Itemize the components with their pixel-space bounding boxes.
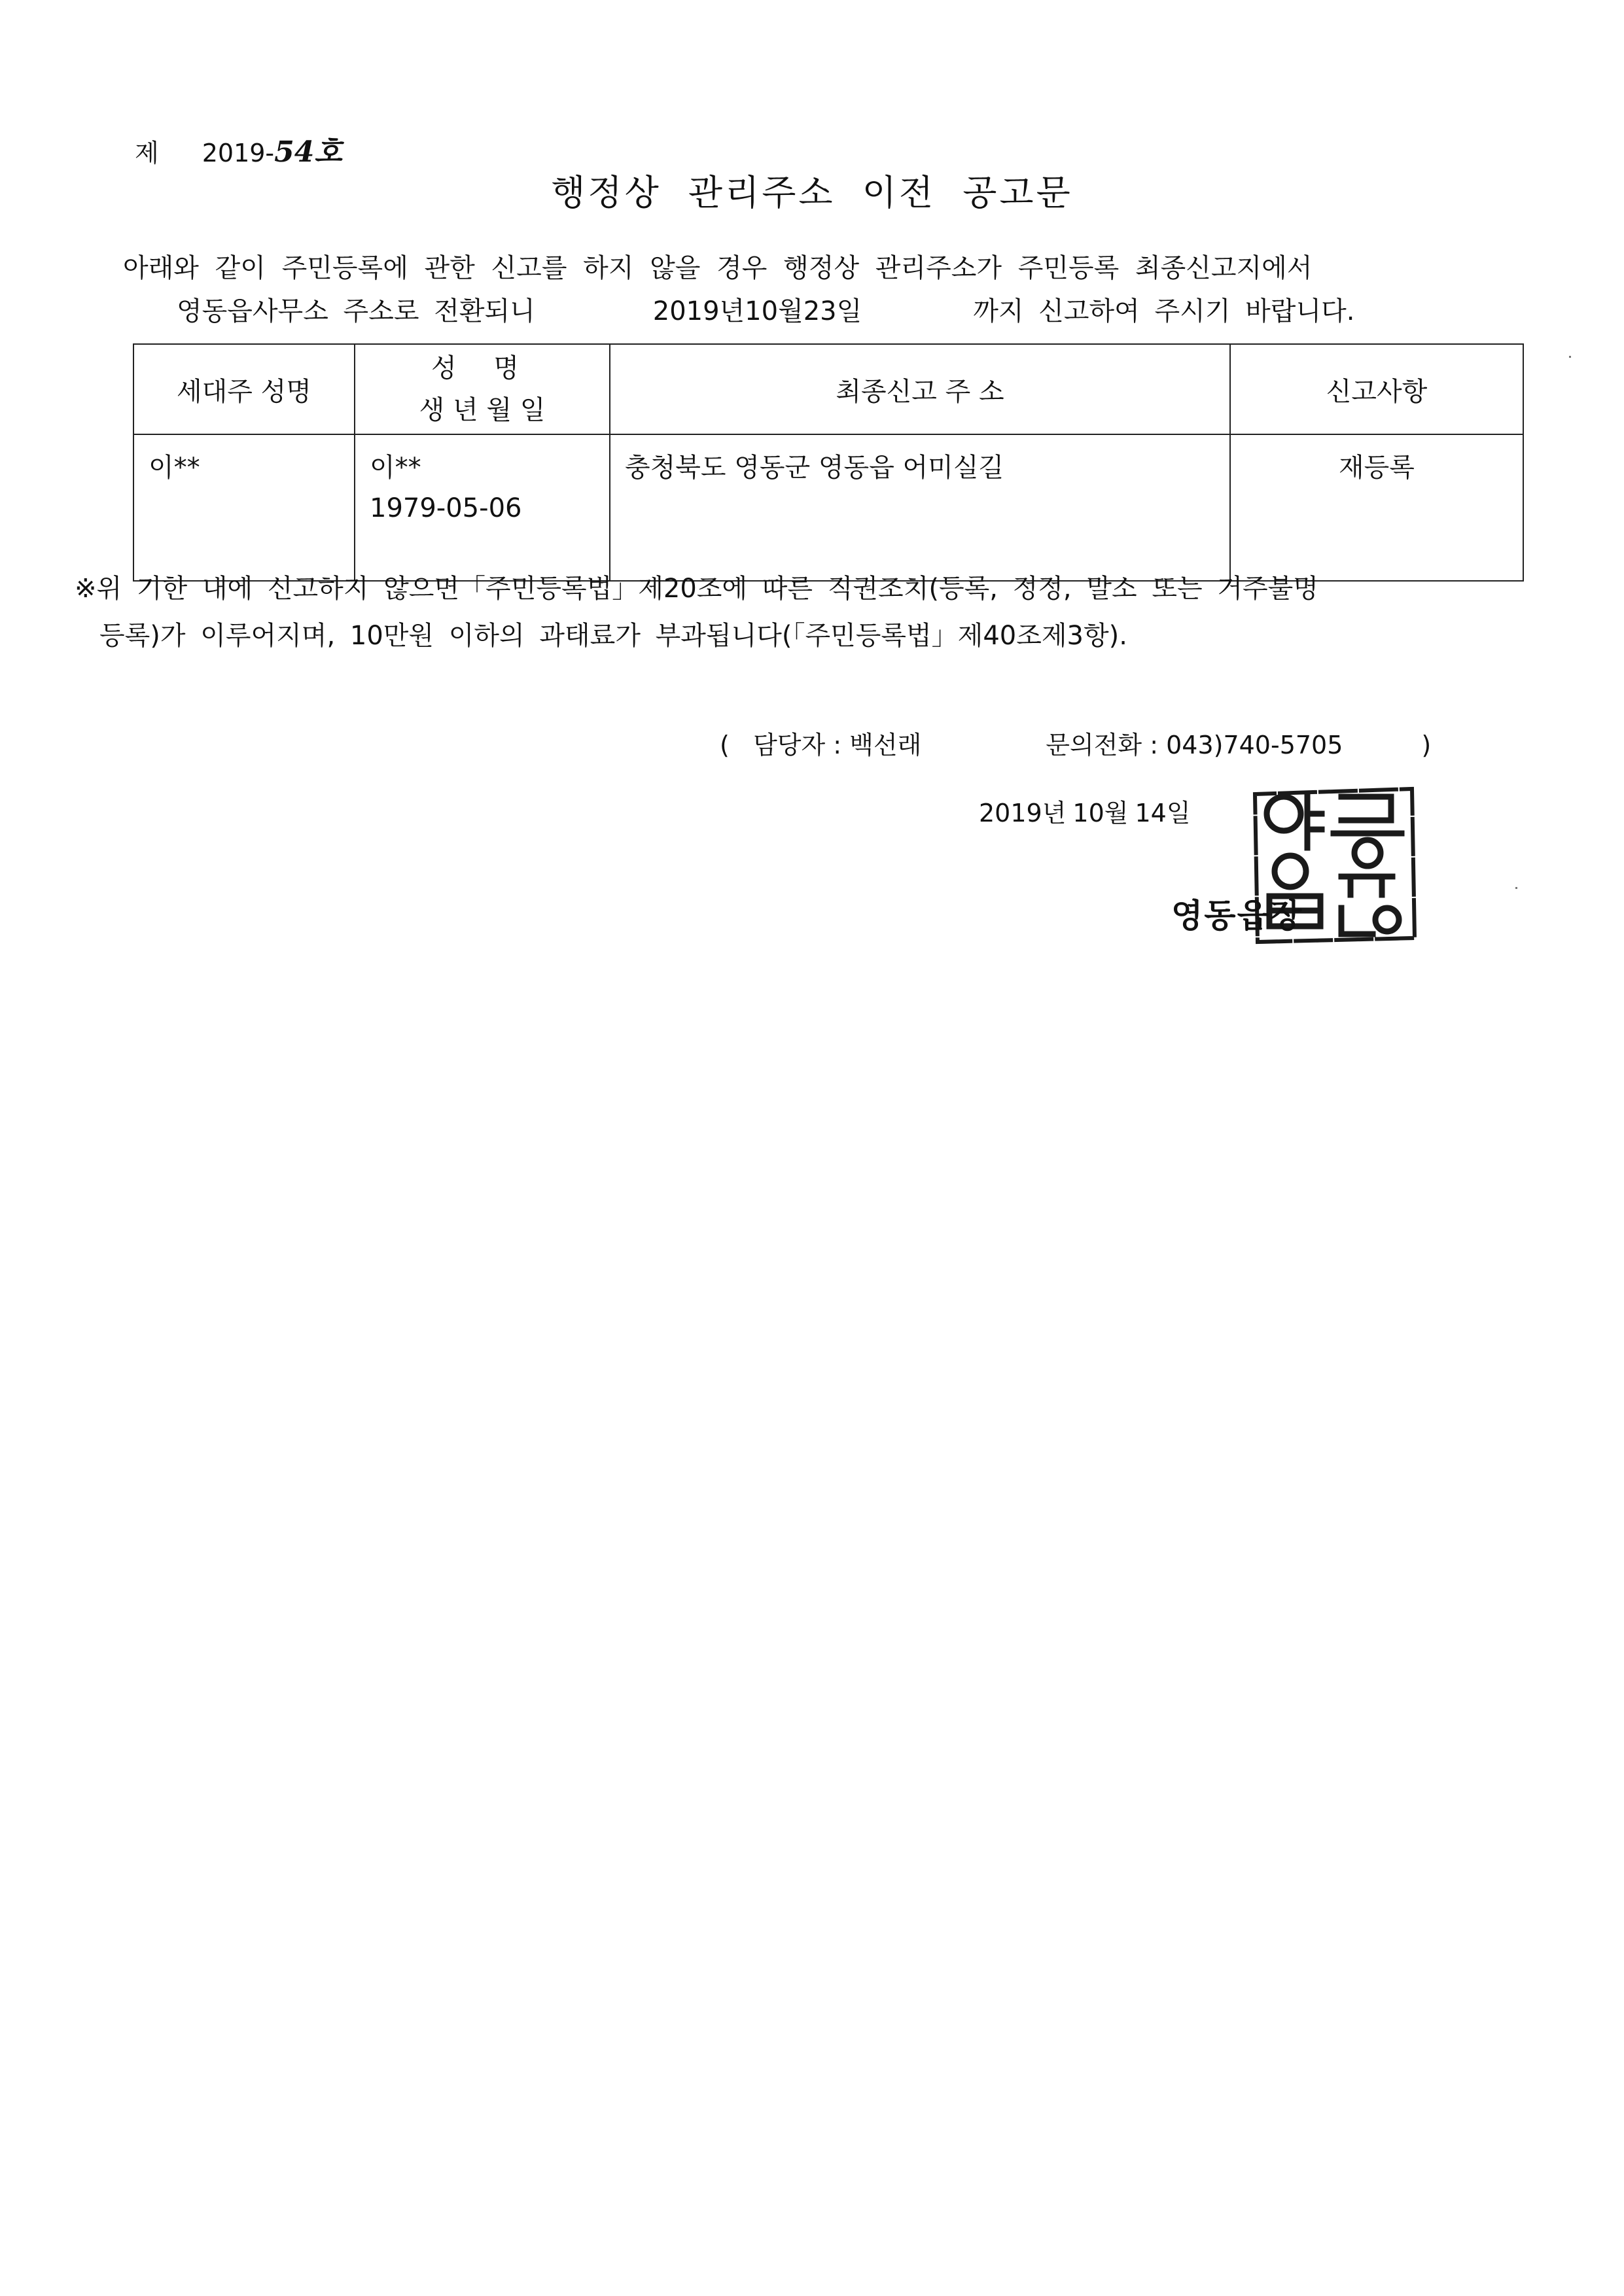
- table-header-row: [133, 344, 1523, 434]
- issue-date: [979, 793, 1197, 829]
- header-report: 신고사항: [1230, 344, 1523, 434]
- contact-phone: 문의전화 : 043)740-5705: [1046, 731, 1343, 759]
- scan-speck: [1569, 356, 1571, 358]
- intro-line-2: [177, 290, 1354, 328]
- issue-date-year: 2019년: [979, 799, 1067, 827]
- page-title: 행정상 관리주소 이전 공고문: [551, 172, 1073, 213]
- table-row: [133, 434, 1523, 581]
- document-number-prefix: 제: [135, 139, 159, 167]
- cell-birth: 1979-05-06: [370, 493, 522, 523]
- intro-line-1: 아래와 같이 주민등록에 관한 신고를 하지 않을 경우 행정상 관리주소가 주민등록 최종신고지에서: [123, 253, 1313, 283]
- cell-head-name: 이**: [133, 434, 355, 581]
- header-name: 성 명: [431, 353, 533, 383]
- intro-line-2-before: 영동읍사무소 주소로 전환되니: [177, 296, 535, 326]
- document-number-year: 2019-: [202, 139, 275, 167]
- warning-line-2: 등록)가 이루어지며, 10만원 이하의 과태료가 부과됩니다(「주민등록법」제40조제3항).: [99, 621, 1127, 651]
- intro-line-2-after: 까지 신고하여 주시기 바랍니다.: [973, 296, 1355, 326]
- issuer-name: 영동읍장: [1171, 897, 1303, 935]
- document-number: [135, 128, 342, 170]
- header-birth: 생 년 월 일: [419, 395, 546, 425]
- cell-report: 재등록: [1230, 434, 1523, 581]
- warning-line-1: ※위 기한 내에 신고하지 않으면「주민등록법」제20조에 따른 직권조치(등록, 정정, 말소 또는 거주불명: [75, 574, 1318, 604]
- contact-close-paren: ): [1421, 731, 1432, 759]
- cell-address: 충청북도 영동군 영동읍 어미실길: [610, 434, 1230, 581]
- contact-manager: 담당자 : 백선래: [753, 731, 922, 759]
- contact-open-paren: (: [720, 731, 730, 759]
- deadline-date: 2019년10월23일: [652, 296, 862, 326]
- document-number-handwritten: 54호: [274, 135, 342, 169]
- issue-date-day: 14일: [1135, 799, 1191, 827]
- header-address: 최종신고 주 소: [610, 344, 1230, 434]
- cell-name: 이**: [370, 453, 421, 483]
- scan-speck: [1515, 887, 1517, 889]
- contact-info: [720, 725, 1431, 761]
- cell-name-birth: [355, 434, 610, 581]
- header-name-birth: [355, 344, 610, 434]
- header-head-name: 세대주 성명: [133, 344, 355, 434]
- issue-date-month: 10월: [1072, 799, 1129, 827]
- notice-table: [133, 343, 1524, 582]
